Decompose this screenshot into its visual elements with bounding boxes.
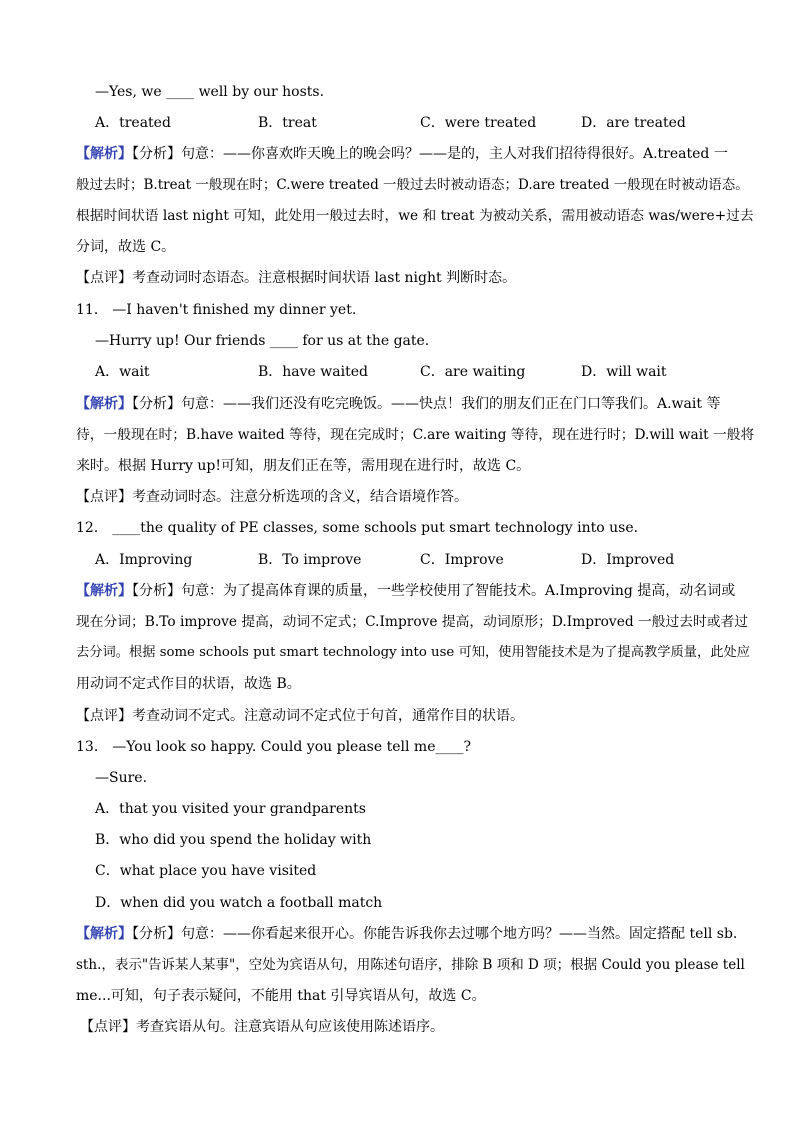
- q10-analysis-line-1: [76, 144, 728, 164]
- q13-stem-1: 13． —You look so happy. Could you please tell me____?: [76, 739, 471, 755]
- q12-stem-1: 12． ____the quality of PE classes, some schools put smart technology into use.: [76, 520, 639, 536]
- q11-stem-1: 11． —I haven't finished my dinner yet.: [76, 302, 357, 318]
- analysis-tag: 【解析】: [76, 926, 132, 942]
- analysis-text: 【分析】句意：——我们还没有吃完晚饭。——快点！我们的朋友们正在门口等我们。A.wait 等: [132, 396, 721, 412]
- q10-analysis-line-3: 根据时间状语 last night 可知，此处用一般过去时，we 和 treat 为被动关系，需用被动语态 was/were+过去: [76, 208, 754, 224]
- q11-option-d: D．will wait: [581, 364, 667, 380]
- q10-option-d: D．are treated: [581, 115, 686, 131]
- q10-option-b: B．treat: [258, 115, 317, 131]
- q11-analysis-line-1: [76, 394, 720, 414]
- q10-analysis-line-4: 分词，故选 C。: [76, 239, 176, 255]
- q11-stem-2: —Hurry up! Our friends ____ for us at the gate.: [95, 333, 430, 349]
- q10-option-c: C．were treated: [420, 115, 537, 131]
- q10-analysis-line-2: 般过去时；B.treat 一般现在时；C.were treated 一般过去时被动语态；D.are treated 一般现在时被动语态。: [76, 177, 749, 193]
- q10-comment: 【点评】考查动词时态语态。注意根据时间状语 last night 判断时态。: [76, 270, 517, 286]
- q11-comment: 【点评】考查动词时态。注意分析选项的含义，结合语境作答。: [76, 489, 468, 505]
- q12-analysis-line-3: 去分词。根据 some schools put smart technology into use 可知，使用智能技术是为了提高教学质量，此处应: [76, 645, 750, 660]
- analysis-tag: 【解析】: [76, 396, 132, 412]
- q13-option-c: C．what place you have visited: [95, 863, 317, 879]
- q13-analysis-line-2: sth.，表示"告诉某人某事"，空处为宾语从句，用陈述句语序，排除 B 项和 D 项；根据 Could you please tell: [76, 957, 745, 973]
- q12-comment: 【点评】考查动词不定式。注意动词不定式位于句首，通常作目的状语。: [76, 708, 524, 724]
- analysis-text: 【分析】句意：——你看起来很开心。你能告诉我你去过哪个地方吗？——当然。固定搭配 tell sb.: [132, 926, 738, 942]
- q13-comment: 【点评】考查宾语从句。注意宾语从句应该使用陈述语序。: [80, 1019, 444, 1035]
- q12-analysis-line-1: [76, 581, 735, 601]
- q11-analysis-line-2: 待，一般现在时；B.have waited 等待，现在完成时；C.are waiting 等待，现在进行时；D.will wait 一般将: [76, 427, 755, 443]
- analysis-tag: 【解析】: [76, 146, 132, 162]
- q13-analysis-line-3: me...可知，句子表示疑问，不能用 that 引导宾语从句，故选 C。: [76, 988, 486, 1004]
- q12-option-a: A．Improving: [95, 552, 193, 568]
- analysis-tag: 【解析】: [76, 583, 132, 599]
- q11-option-c: C．are waiting: [420, 364, 526, 380]
- q13-option-d: D．when did you watch a football match: [95, 895, 383, 911]
- q13-analysis-line-1: [76, 924, 737, 944]
- q12-analysis-line-4: 用动词不定式作目的状语，故选 B。: [76, 676, 301, 692]
- q10-answer-line: —Yes, we ____ well by our hosts.: [95, 84, 325, 100]
- q10-option-a: A．treated: [95, 115, 171, 131]
- q11-option-a: A．wait: [95, 364, 150, 380]
- q13-option-b: B．who did you spend the holiday with: [95, 832, 372, 848]
- analysis-text: 【分析】句意：——你喜欢昨天晚上的晚会吗？——是的，主人对我们招待得很好。A.treated 一: [132, 146, 728, 162]
- q11-option-b: B．have waited: [258, 364, 368, 380]
- q13-stem-2: —Sure.: [95, 770, 148, 786]
- q12-analysis-line-2: 现在分词；B.To improve 提高，动词不定式；C.Improve 提高，动词原形；D.Improved 一般过去时或者过: [76, 614, 748, 630]
- q12-option-c: C．Improve: [420, 552, 504, 568]
- q13-option-a: A．that you visited your grandparents: [95, 801, 366, 817]
- q12-option-b: B．To improve: [258, 552, 362, 568]
- q12-option-d: D．Improved: [581, 552, 675, 568]
- analysis-text: 【分析】句意：为了提高体育课的质量，一些学校使用了智能技术。A.Improving 提高，动名词或: [132, 583, 736, 599]
- q11-analysis-line-3: 来时。根据 Hurry up!可知，朋友们正在等，需用现在进行时，故选 C。: [76, 458, 531, 474]
